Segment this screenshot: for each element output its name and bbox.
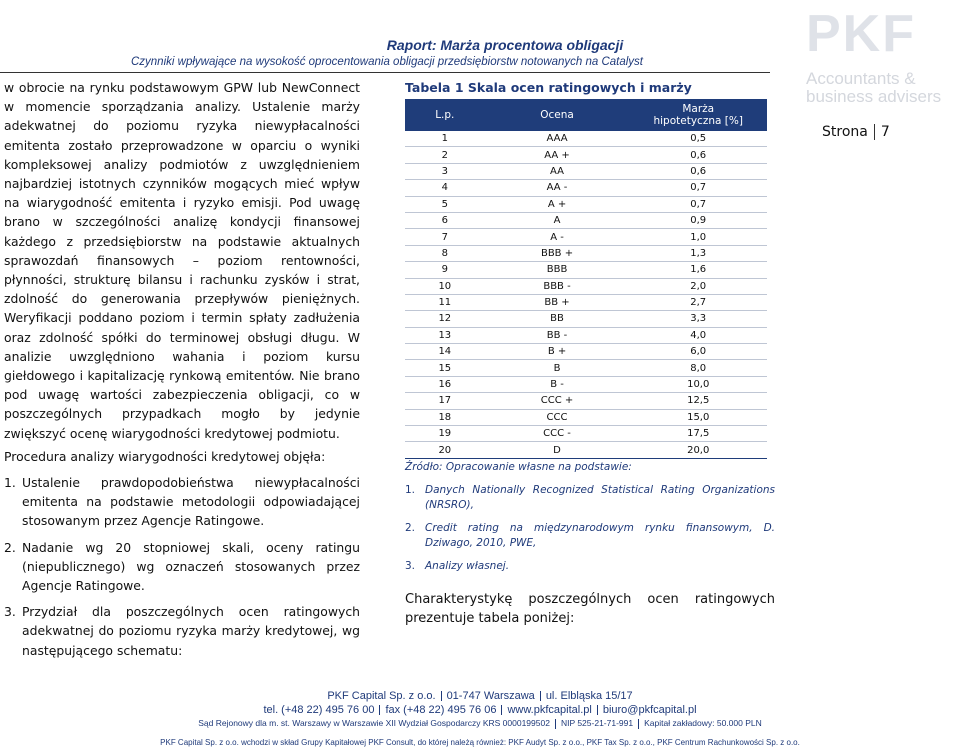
cell-lp: 13 bbox=[438, 329, 452, 341]
cell-ocena: CCC + bbox=[540, 395, 574, 407]
brand-tagline bbox=[806, 70, 941, 106]
table-row bbox=[405, 426, 767, 442]
col-header-ocena: Ocena bbox=[485, 99, 630, 131]
cell-marza: 2,7 bbox=[690, 297, 707, 309]
cell-ocena: BB - bbox=[546, 329, 568, 341]
footer-fax: fax (+48 22) 495 76 06 bbox=[385, 704, 497, 716]
note-number: 2. bbox=[405, 521, 416, 534]
footer-group: PKF Capital Sp. z o.o. wchodzi w skład Grupy Kapitałowej PKF Consult, do której należą również: PKF Audyt Sp. z o.o., PKF Tax Sp. z o.o., PKF Centrum Rachunkowości Sp. z o.o. bbox=[160, 738, 800, 747]
cell-ocena: BBB + bbox=[540, 247, 574, 259]
cell-ocena: AA - bbox=[546, 182, 568, 194]
cell-lp: 7 bbox=[441, 231, 448, 243]
footer-street: ul. Elbląska 15/17 bbox=[545, 690, 633, 702]
col-header-marza-line2: hipotetyczna [%] bbox=[653, 115, 743, 127]
table-row bbox=[405, 212, 767, 228]
procedure-intro: Procedura analizy wiarygodności kredytowej objęła: bbox=[4, 448, 326, 464]
table-row bbox=[405, 393, 767, 409]
cell-marza: 0,9 bbox=[690, 215, 707, 227]
table-row bbox=[405, 327, 767, 343]
footer-sep bbox=[501, 705, 502, 715]
cell-ocena: AAA bbox=[546, 133, 568, 145]
cell-marza: 10,0 bbox=[687, 379, 710, 391]
rating-table bbox=[405, 99, 767, 459]
note-text: Analizy własnej. bbox=[425, 559, 510, 572]
table-row bbox=[405, 147, 767, 163]
footer-registry bbox=[0, 718, 960, 729]
cell-marza: 0,6 bbox=[690, 149, 707, 161]
cell-marza: 1,0 bbox=[690, 231, 707, 243]
cell-lp: 11 bbox=[438, 297, 452, 309]
cell-lp: 6 bbox=[441, 215, 448, 227]
cell-ocena: BBB - bbox=[543, 280, 571, 292]
table-row bbox=[405, 163, 767, 179]
cell-ocena: BB bbox=[550, 313, 564, 325]
step-number: 2. bbox=[4, 539, 16, 555]
step-number: 1. bbox=[4, 475, 16, 491]
report-title: Raport: Marża procentowa obligacji bbox=[386, 37, 624, 53]
footer-tel: tel. (+48 22) 495 76 00 bbox=[263, 704, 375, 716]
note-number: 3. bbox=[405, 559, 416, 572]
cell-lp: 8 bbox=[441, 247, 448, 259]
table-row bbox=[405, 229, 767, 245]
footer-capital: Kapitał zakładowy: 50.000 PLN bbox=[644, 718, 762, 728]
cell-marza: 0,5 bbox=[690, 133, 707, 145]
procedure-step bbox=[4, 602, 360, 660]
table-row bbox=[405, 376, 767, 392]
table-row bbox=[405, 360, 767, 376]
page-number bbox=[822, 124, 890, 140]
table-row bbox=[405, 442, 767, 458]
table-row bbox=[405, 278, 767, 294]
table-caption: Tabela 1 Skala ocen ratingowych i marży bbox=[405, 80, 692, 95]
cell-lp: 19 bbox=[438, 428, 452, 440]
procedure-step bbox=[4, 538, 360, 596]
step-number: 3. bbox=[4, 604, 16, 620]
source-note bbox=[405, 483, 775, 513]
cell-lp: 16 bbox=[438, 379, 452, 391]
next-table-intro: Charakterystykę poszczególnych ocen ratingowych prezentuje tabela poniżej: bbox=[405, 591, 775, 626]
table-row bbox=[405, 180, 767, 196]
step-text: Nadanie wg 20 stopniowej skali, oceny ratingu (niepublicznego) wg oznaczeń stosowanych przez Agencje Ratingowe. bbox=[22, 539, 360, 594]
cell-ocena: D bbox=[553, 444, 561, 456]
cell-ocena: CCC bbox=[546, 411, 568, 423]
cell-ocena: CCC - bbox=[543, 428, 571, 440]
footer-city: 01-747 Warszawa bbox=[446, 690, 535, 702]
cell-marza: 0,7 bbox=[690, 198, 707, 210]
cell-ocena: A bbox=[553, 215, 561, 227]
footer-sep bbox=[597, 705, 598, 715]
cell-marza: 17,5 bbox=[687, 428, 710, 440]
cell-marza: 2,0 bbox=[690, 280, 707, 292]
table-row bbox=[405, 262, 767, 278]
cell-lp: 20 bbox=[438, 444, 452, 456]
table-row bbox=[405, 311, 767, 327]
cell-marza: 0,7 bbox=[690, 182, 707, 194]
step-text: Przydział dla poszczególnych ocen ratingowych adekwatnej do poziomu ryzyka marży kredytowej, wg następującego schematu: bbox=[22, 604, 360, 658]
cell-lp: 12 bbox=[438, 313, 452, 325]
footer-sep bbox=[555, 719, 556, 729]
note-text: Credit rating na międzynarodowym rynku finansowym, D. Dziwago, 2010, PWE, bbox=[425, 521, 775, 549]
cell-ocena: B + bbox=[547, 346, 567, 358]
cell-lp: 10 bbox=[438, 280, 452, 292]
source-note bbox=[405, 521, 775, 551]
table-row bbox=[405, 409, 767, 425]
table-row bbox=[405, 196, 767, 212]
right-column bbox=[405, 80, 775, 628]
cell-ocena: BBB bbox=[546, 264, 568, 276]
cell-lp: 17 bbox=[438, 395, 452, 407]
cell-ocena: A + bbox=[547, 198, 567, 210]
page-separator bbox=[874, 124, 875, 140]
cell-marza: 4,0 bbox=[690, 329, 707, 341]
page-value: 7 bbox=[880, 124, 890, 140]
footer-sep bbox=[540, 691, 541, 701]
pkf-logo: PKF bbox=[806, 5, 916, 63]
cell-marza: 6,0 bbox=[690, 346, 707, 358]
page-label: Strona bbox=[822, 124, 868, 140]
cell-marza: 1,3 bbox=[690, 247, 707, 259]
step-text: Ustalenie prawdopodobieństwa niewypłacalności emitenta na podstawie metodologii odpowiadającej stosowanym przez Agencje Ratingowe. bbox=[22, 475, 360, 529]
footer-address bbox=[0, 690, 960, 702]
cell-ocena: B - bbox=[550, 379, 564, 391]
source-notes bbox=[405, 483, 775, 574]
cell-lp: 3 bbox=[441, 165, 448, 177]
col-header-lp: L.p. bbox=[405, 99, 485, 131]
footer-court: Sąd Rejonowy dla m. st. Warszawy w Warszawie XII Wydział Gospodarczy KRS 0000199502 bbox=[198, 718, 550, 728]
cell-ocena: A - bbox=[550, 231, 564, 243]
footer-sep bbox=[441, 691, 442, 701]
procedure-step bbox=[4, 473, 360, 531]
cell-marza: 12,5 bbox=[687, 395, 710, 407]
body-paragraph: w obrocie na rynku podstawowym GPW lub NewConnect w momencie sporządzania analizy. Ustalenie marży adekwatnej do poziomu ryzyka niewypłacalności emitenta zostało przeprowadzone w oparciu o wyniki kompleksowej analizy podmiotów z uwzględnieniem najbardziej istotnych czynników mogących mieć wpływ na wiarygodność emitenta i ryzyko emisji. Pod uwagę brano w szczególności analizę kondycji finansowej każdego z przedsiębiorstw na podstawie aktualnych sprawozdań finansowych – poziom rentowności, płynności, strukturę bilansu i rachunku zysków i strat, zdolność do generowania przepływów pieniężnych. Weryfikacji poddano poziom i termin spłaty zadłużenia oraz zdolność spółki do terminowej obsługi długu. W analizie uwzględniono wahania i poziom kursu giełdowego i kapitalizację rynkową emitentów. Nie brano pod uwagę wartości zabezpieczenia obligacji, co w poszczególnych przypadkach mogło by jedynie zwiększyć ocenę wiarygodności kredytowej podmiotu. bbox=[4, 80, 360, 441]
tagline-line-1: Accountants & bbox=[806, 69, 916, 88]
cell-lp: 9 bbox=[441, 264, 448, 276]
cell-ocena: B bbox=[553, 362, 561, 374]
procedure-steps bbox=[4, 473, 360, 660]
note-text: Danych Nationally Recognized Statistical Rating Organizations (NRSRO), bbox=[425, 483, 775, 511]
cell-marza: 1,6 bbox=[690, 264, 707, 276]
col-header-marza bbox=[629, 99, 767, 131]
header-divider bbox=[0, 72, 770, 73]
table-row bbox=[405, 131, 767, 147]
cell-marza: 0,6 bbox=[690, 165, 707, 177]
footer-nip: NIP 525-21-71-991 bbox=[560, 718, 634, 728]
table-header-row bbox=[405, 99, 767, 131]
footer-sep bbox=[638, 719, 639, 729]
cell-ocena: AA + bbox=[544, 149, 570, 161]
table-source: Źródło: Opracowanie własne na podstawie: bbox=[405, 460, 632, 473]
tagline-line-2: business advisers bbox=[806, 87, 942, 106]
source-note bbox=[405, 559, 775, 574]
cell-marza: 3,3 bbox=[690, 313, 707, 325]
report-subtitle: Czynniki wpływające na wysokość oprocentowania obligacji przedsiębiorstw notowanych na Catalyst bbox=[130, 56, 643, 68]
cell-marza: 15,0 bbox=[687, 411, 710, 423]
cell-marza: 8,0 bbox=[690, 362, 707, 374]
cell-lp: 15 bbox=[438, 362, 452, 374]
note-number: 1. bbox=[405, 483, 416, 496]
cell-lp: 1 bbox=[441, 133, 448, 145]
table-row bbox=[405, 294, 767, 310]
footer-www-link[interactable]: www.pkfcapital.pl bbox=[507, 704, 592, 716]
table-body bbox=[405, 131, 767, 458]
footer-sep bbox=[379, 705, 380, 715]
footer-company: PKF Capital Sp. z o.o. bbox=[327, 690, 436, 702]
cell-lp: 14 bbox=[438, 346, 452, 358]
col-header-marza-line1: Marża bbox=[682, 103, 715, 115]
footer-contact bbox=[0, 704, 960, 716]
cell-ocena: BB + bbox=[544, 297, 570, 309]
table-row bbox=[405, 344, 767, 360]
table-row bbox=[405, 245, 767, 261]
cell-ocena: AA bbox=[550, 165, 564, 177]
footer-email-link[interactable]: biuro@pkfcapital.pl bbox=[602, 704, 697, 716]
cell-lp: 5 bbox=[441, 198, 448, 210]
left-column bbox=[4, 78, 360, 660]
cell-marza: 20,0 bbox=[687, 444, 710, 456]
cell-lp: 2 bbox=[441, 149, 448, 161]
cell-lp: 18 bbox=[438, 411, 452, 423]
cell-lp: 4 bbox=[441, 182, 448, 194]
